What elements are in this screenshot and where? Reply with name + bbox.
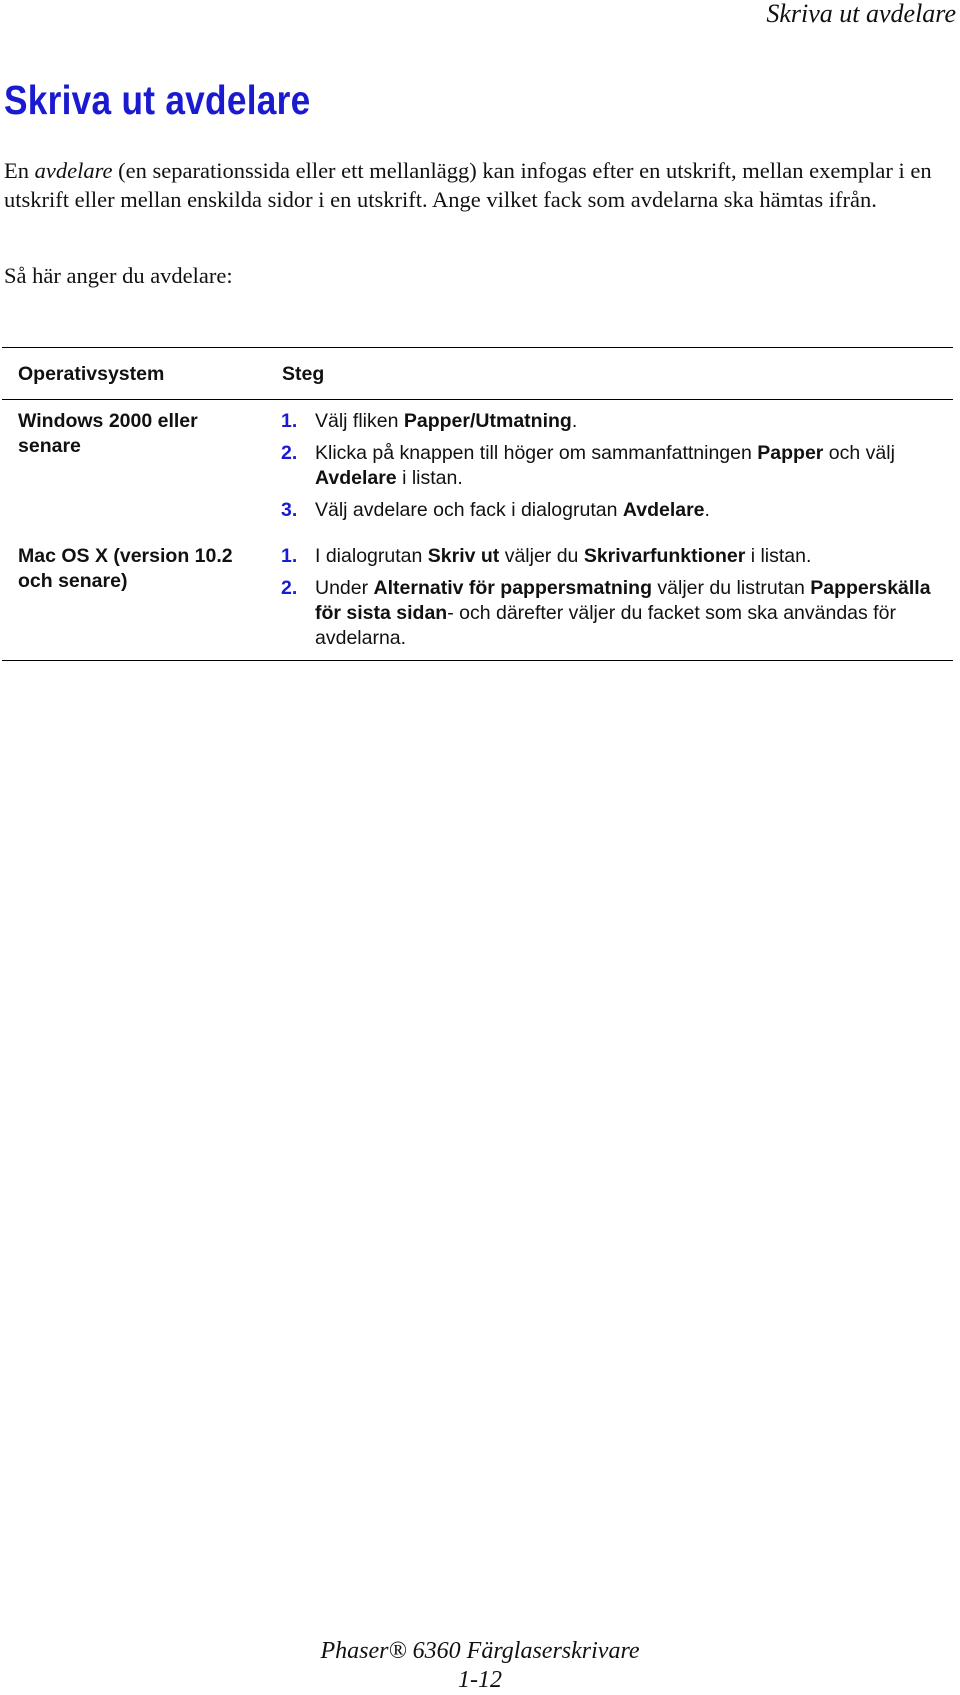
step-item — [281, 498, 941, 523]
step-number: 2. — [281, 577, 298, 599]
page-title: Skriva ut avdelare — [4, 77, 311, 123]
step-text: i listan. — [745, 545, 812, 567]
step-number: 1. — [281, 545, 298, 567]
step-text: - och därefter väljer du facket som ska användas för avdelarna. — [315, 602, 896, 649]
running-header: Skriva ut avdelare — [766, 0, 956, 28]
intro-text-after: (en separationssida eller ett mellanlägg) kan infogas efter en utskrift, mellan exemplar i en utskrift eller mellan enskilda sidor i en utskrift. Ange vilket fack som avdelarna ska hämtas ifrån. — [4, 158, 932, 212]
os-cell-windows: Windows 2000 eller senare — [18, 410, 198, 457]
footer-product: Phaser® 6360 Färglaserskrivare — [320, 1638, 640, 1664]
table-bottom-rule — [2, 660, 953, 661]
step-ui-label: Papper — [757, 442, 824, 464]
step-text: i listan. — [396, 467, 463, 489]
step-text: väljer du — [499, 545, 584, 567]
step-item — [281, 576, 941, 651]
step-text: . — [571, 410, 578, 432]
step-ui-label: Skrivarfunktioner — [583, 545, 746, 567]
step-number: 1. — [281, 410, 298, 432]
step-text: väljer du listrutan — [652, 577, 811, 599]
table-top-rule — [2, 347, 953, 348]
step-ui-label: Skriv ut — [427, 545, 500, 567]
step-ui-label: Alternativ för pappersmatning — [373, 577, 652, 599]
step-item — [281, 441, 941, 491]
steps-list-mac — [281, 544, 941, 658]
step-text: . — [704, 499, 710, 521]
step-number: 2. — [281, 442, 298, 464]
table-header-rule — [2, 399, 953, 400]
column-header-steps: Steg — [282, 363, 325, 385]
step-text: Klicka på knappen till höger om sammanfattningen — [315, 442, 758, 464]
step-ui-label: Avdelare — [315, 467, 397, 489]
intro-text-before: En — [4, 158, 35, 183]
step-ui-label: Avdelare — [622, 499, 705, 521]
step-ui-label: Papperskälla för sista sidan — [315, 577, 931, 624]
intro-term: avdelare — [34, 158, 113, 183]
page-footer — [0, 1637, 960, 1695]
step-number: 3. — [281, 499, 298, 521]
os-cell-mac: Mac OS X (version 10.2 och senare) — [18, 545, 233, 592]
step-text: Välj fliken — [315, 410, 404, 432]
column-header-os: Operativsystem — [18, 363, 165, 385]
howto-text: Så här anger du avdelare: — [4, 263, 233, 288]
footer-page-number: 1-12 — [458, 1667, 502, 1693]
step-ui-label: Papper/Utmatning — [403, 410, 572, 432]
steps-list-windows — [281, 409, 941, 530]
step-text: Välj avdelare och fack i dialogrutan — [315, 499, 623, 521]
step-item — [281, 544, 941, 569]
step-item — [281, 409, 941, 434]
step-text: Under — [315, 577, 374, 599]
intro-paragraph — [4, 156, 934, 214]
step-text: I dialogrutan — [315, 545, 428, 567]
step-text: och välj — [823, 442, 895, 464]
